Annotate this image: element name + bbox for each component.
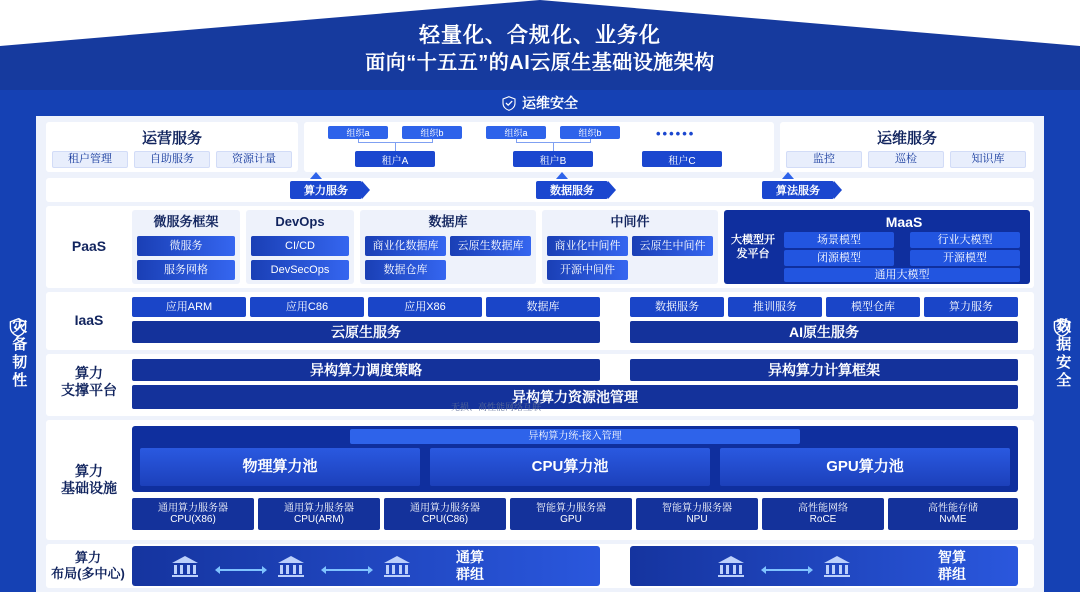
title-line-2: 面向“十五五”的AI云原生基础设施架构 [365, 52, 715, 75]
tenant-chip-2[interactable]: 租户C [642, 151, 722, 167]
server-card-6-line2: NvME [939, 514, 967, 525]
bank-icon [716, 554, 746, 583]
maas-item-4[interactable]: 通用大模型 [784, 268, 1020, 282]
server-card-2[interactable] [384, 498, 506, 530]
service-arrow-algorithm: 算法服务 [762, 181, 834, 199]
tenants-card [304, 122, 774, 172]
server-card-6[interactable] [888, 498, 1018, 530]
infrastructure-label [50, 420, 128, 540]
service-arrow-up-2 [782, 172, 794, 179]
compute-pool-1[interactable]: CPU算力池 [430, 448, 710, 486]
ai-compute-cluster[interactable] [630, 546, 1018, 586]
server-card-3-line2: GPU [560, 514, 582, 525]
bank-icon [822, 554, 852, 583]
paas-block-middleware [542, 210, 718, 284]
support-network-note: 无损、高性能网络互联 [450, 402, 541, 412]
iaas-left-item-1[interactable]: 应用C86 [250, 297, 364, 317]
maintenance-services-card [780, 122, 1034, 172]
paas-middleware-item-2[interactable]: 开源中间件 [547, 260, 628, 280]
service-arrow-data: 数据服务 [536, 181, 608, 199]
server-card-0-line2: CPU(X86) [170, 514, 216, 525]
maintenance-item-0[interactable]: 监控 [786, 151, 862, 168]
iaas-right-item-2[interactable]: 模型仓库 [826, 297, 920, 317]
cluster-arrow-right-0 [760, 562, 814, 580]
paas-block-maas [724, 210, 1030, 284]
ai-compute-cluster-label [912, 549, 992, 583]
service-arrow-up-0 [310, 172, 322, 179]
operation-services-card [46, 122, 298, 172]
paas-middleware-item-1[interactable]: 云原生中间件 [632, 236, 713, 256]
paas-microservice-item-0[interactable]: 微服务 [137, 236, 235, 256]
server-card-0[interactable] [132, 498, 254, 530]
service-arrow-band [46, 178, 1034, 202]
maas-item-2[interactable]: 闭源模型 [784, 250, 894, 266]
server-card-1-line1: 通用算力服务器 [284, 502, 354, 514]
cluster-arrow-left-0 [214, 562, 268, 580]
maintenance-item-1[interactable]: 巡检 [868, 151, 944, 168]
general-cluster-label-line2: 群组 [456, 566, 484, 582]
paas-block-devops [246, 210, 354, 284]
main-canvas [36, 116, 1044, 592]
operation-item-2[interactable]: 资源计量 [216, 151, 292, 168]
server-card-0-line1: 通用算力服务器 [158, 502, 228, 514]
iaas-left-item-2[interactable]: 应用X86 [368, 297, 482, 317]
pillar-right-label: 数据安全 [1054, 318, 1072, 390]
shield-check-icon [502, 96, 516, 111]
paas-block-middleware-title: 中间件 [610, 213, 650, 229]
iaas-right-item-1[interactable]: 推训服务 [728, 297, 822, 317]
paas-label: PaaS [71, 238, 107, 255]
group-chip-3[interactable]: 组织b [560, 126, 620, 139]
iaas-left-item-0[interactable]: 应用ARM [132, 297, 246, 317]
tenant-connector-a-v1 [358, 139, 359, 143]
support-full-bar[interactable]: 异构算力资源池管理 [132, 385, 1018, 409]
tenants-ellipsis: •••••• [656, 126, 696, 141]
iaas-right-bar[interactable]: AI原生服务 [630, 321, 1018, 343]
infrastructure-panel [46, 420, 1034, 540]
layout-row-panel [46, 544, 1034, 588]
support-platform-label [50, 354, 128, 410]
maas-item-0[interactable]: 场景模型 [784, 232, 894, 248]
server-card-1-line2: CPU(ARM) [294, 514, 344, 525]
maas-title: MaaS [885, 213, 923, 230]
paas-database-item-1[interactable]: 云原生数据库 [450, 236, 531, 256]
group-chip-2[interactable]: 组织a [486, 126, 546, 139]
iaas-panel [46, 292, 1034, 350]
infrastructure-label-line2: 基础设施 [61, 480, 117, 496]
operation-item-1[interactable]: 自助服务 [134, 151, 210, 168]
tenant-connector-b-v1 [516, 139, 517, 143]
iaas-left-bar[interactable]: 云原生服务 [132, 321, 600, 343]
maas-item-3[interactable]: 开源模型 [910, 250, 1020, 266]
paas-microservice-item-1[interactable]: 服务网格 [137, 260, 235, 280]
paas-block-database [360, 210, 536, 284]
server-card-6-line1: 高性能存储 [928, 502, 978, 514]
tenant-chip-1[interactable]: 租户B [513, 151, 593, 167]
paas-devops-item-0[interactable]: CI/CD [251, 236, 349, 256]
general-compute-cluster-label [430, 549, 510, 583]
server-row [132, 498, 1018, 530]
tenant-connector-b-v2 [590, 139, 591, 143]
server-card-3[interactable] [510, 498, 632, 530]
support-platform-panel [46, 354, 1034, 416]
iaas-label: IaaS [74, 312, 104, 329]
paas-database-item-0[interactable]: 商业化数据库 [365, 236, 446, 256]
bank-icon [382, 554, 412, 583]
paas-database-item-2[interactable]: 数据仓库 [365, 260, 446, 280]
tenant-connector-a-v2 [432, 139, 433, 143]
tenant-connector-a-drop [395, 142, 396, 151]
diagram-title [0, 22, 1080, 77]
paas-block-database-title: 数据库 [428, 213, 468, 229]
server-card-2-line1: 通用算力服务器 [410, 502, 480, 514]
support-left-bar[interactable]: 异构算力调度策略 [132, 359, 600, 381]
layout-row-label-line2: 布局(多中心) [51, 566, 125, 581]
tenant-chip-0[interactable]: 租户A [355, 151, 435, 167]
ai-cluster-label-line2: 群组 [938, 566, 966, 582]
iaas-right-item-3[interactable]: 算力服务 [924, 297, 1018, 317]
general-compute-cluster[interactable] [132, 546, 600, 586]
operation-services-title: 运营服务 [141, 130, 202, 147]
paas-block-microservice [132, 210, 240, 284]
support-platform-label-line1: 算力 [75, 364, 103, 381]
paas-block-microservice-title: 微服务框架 [153, 213, 219, 229]
access-management-bar[interactable]: 异构算力统-接入管理 [350, 429, 800, 444]
pillar-left-label: 灾备韧性 [10, 318, 28, 390]
layout-row-label [46, 544, 130, 588]
paas-block-devops-title: DevOps [275, 213, 325, 229]
shield-check-icon [9, 318, 27, 336]
paas-middleware-item-0[interactable]: 商业化中间件 [547, 236, 628, 256]
shield-check-icon [1053, 318, 1071, 336]
support-right-bar[interactable]: 异构算力计算框架 [630, 359, 1018, 381]
server-card-2-line2: CPU(C86) [421, 514, 469, 525]
server-card-1[interactable] [258, 498, 380, 530]
maintenance-services-title: 运维服务 [876, 130, 937, 147]
operation-item-0[interactable]: 租户管理 [52, 151, 128, 168]
ai-cluster-label-line1: 智算 [938, 549, 966, 566]
pillar-left-resilience [0, 116, 36, 592]
general-cluster-label-line1: 通算 [456, 549, 484, 566]
service-arrow-up-1 [556, 172, 568, 179]
group-chip-0[interactable]: 组织a [328, 126, 388, 139]
paas-devops-item-1[interactable]: DevSecOps [251, 260, 349, 280]
infrastructure-label-line1: 算力 [75, 462, 103, 479]
compute-pool-2[interactable]: GPU算力池 [720, 448, 1010, 486]
title-line-1: 轻量化、合规化、业务化 [419, 24, 661, 47]
ops-security-label: 运维安全 [522, 95, 578, 111]
server-card-5-line2: RoCE [809, 514, 837, 525]
server-card-5-line1: 高性能网络 [798, 502, 848, 514]
compute-pool-group [132, 426, 1018, 492]
layout-row-label-line1: 算力 [74, 549, 101, 565]
compute-pool-0[interactable]: 物理算力池 [140, 448, 420, 486]
iaas-left-item-3[interactable]: 数据库 [486, 297, 600, 317]
paas-panel [46, 206, 1034, 288]
cluster-arrow-left-1 [320, 562, 374, 580]
pillar-right-data-security [1044, 116, 1080, 592]
tenant-connector-b-drop [553, 142, 554, 151]
server-card-3-line1: 智能算力服务器 [536, 502, 606, 514]
maas-side-label: 大模型开发平台 [731, 233, 775, 260]
server-card-4-line2: NPU [686, 514, 708, 525]
ops-security-bar [0, 90, 1080, 116]
bank-icon [276, 554, 306, 583]
bank-icon [170, 554, 200, 583]
server-card-5[interactable] [762, 498, 884, 530]
service-arrow-compute: 算力服务 [290, 181, 362, 199]
group-chip-1[interactable]: 组织b [402, 126, 462, 139]
server-card-4-line1: 智能算力服务器 [662, 502, 732, 514]
maintenance-item-2[interactable]: 知识库 [950, 151, 1026, 168]
support-platform-label-line2: 支撑平台 [61, 382, 117, 398]
iaas-right-item-0[interactable]: 数据服务 [630, 297, 724, 317]
maas-item-1[interactable]: 行业大模型 [910, 232, 1020, 248]
server-card-4[interactable] [636, 498, 758, 530]
